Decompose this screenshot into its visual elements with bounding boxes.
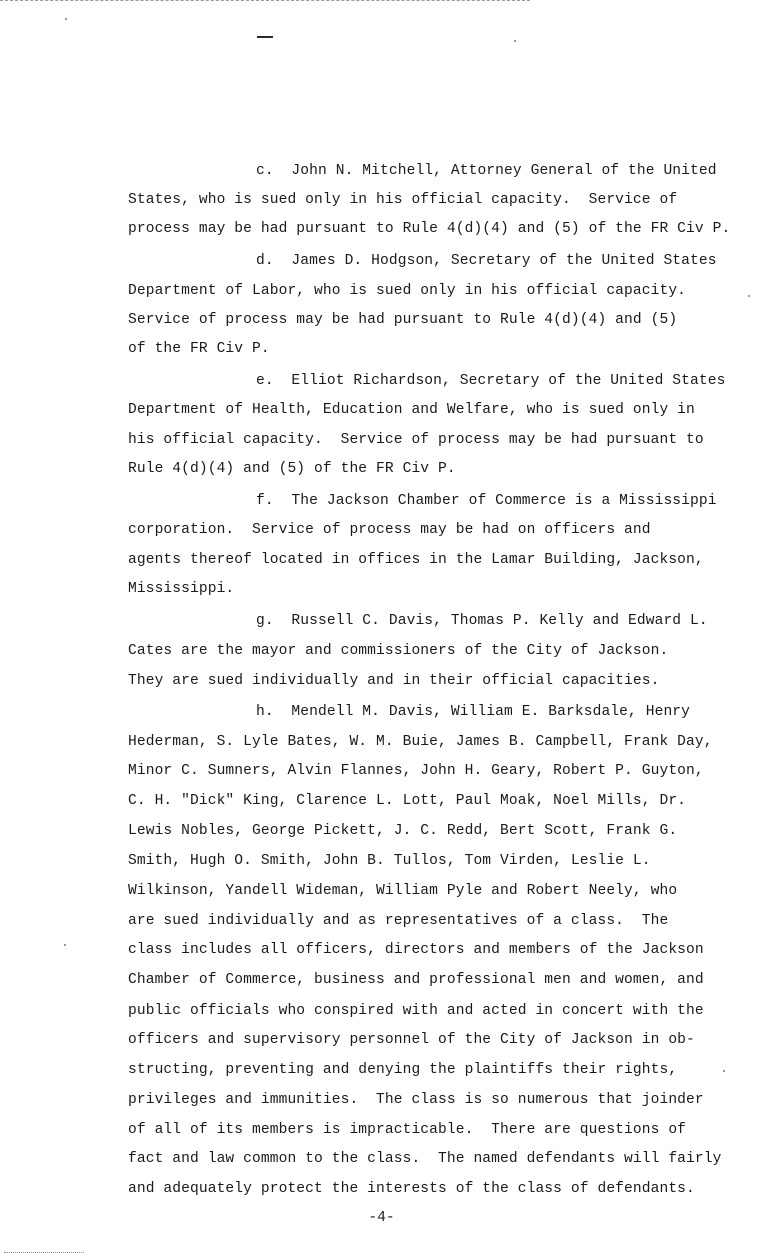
text-line: Chamber of Commerce, business and professional men and women, and	[128, 972, 704, 988]
text-line: Mississippi.	[128, 581, 235, 597]
text-line: C. H. "Dick" King, Clarence L. Lott, Paul Moak, Noel Mills, Dr.	[128, 793, 687, 809]
text-line: g. Russell C. Davis, Thomas P. Kelly and Edward L.	[256, 613, 708, 629]
text-line: process may be had pursuant to Rule 4(d)(4) and (5) of the FR Civ P.	[128, 221, 731, 237]
text-line: fact and law common to the class. The named defendants will fairly	[128, 1151, 722, 1167]
bottom-margin-mark	[4, 1252, 84, 1255]
text-line: They are sued individually and in their official capacities.	[128, 673, 660, 689]
text-line: corporation. Service of process may be had on officers and	[128, 522, 651, 538]
text-line: Service of process may be had pursuant to Rule 4(d)(4) and (5)	[128, 312, 678, 328]
text-line: c. John N. Mitchell, Attorney General of the United	[256, 163, 717, 179]
page-number: -4-	[368, 1210, 395, 1226]
text-line: and adequately protect the interests of the class of defendants.	[128, 1181, 695, 1197]
text-line: of all of its members is impracticable. There are questions of	[128, 1122, 687, 1138]
text-line: Minor C. Sumners, Alvin Flannes, John H. Geary, Robert P. Guyton,	[128, 763, 704, 779]
text-line: privileges and immunities. The class is so numerous that joinder	[128, 1092, 704, 1108]
speck	[723, 1070, 725, 1072]
text-line: his official capacity. Service of process may be had pursuant to	[128, 432, 704, 448]
text-line: are sued individually and as representatives of a class. The	[128, 913, 669, 929]
text-line: Cates are the mayor and commissioners of the City of Jackson.	[128, 643, 669, 659]
text-line: of the FR Civ P.	[128, 341, 270, 357]
speck	[748, 295, 750, 297]
speck	[64, 944, 66, 946]
speck	[514, 40, 516, 42]
dash-mark	[257, 36, 273, 38]
page-top-edge	[0, 0, 530, 1]
text-line: h. Mendell M. Davis, William E. Barksdale, Henry	[256, 704, 691, 720]
text-line: Lewis Nobles, George Pickett, J. C. Redd, Bert Scott, Frank G.	[128, 823, 678, 839]
text-line: agents thereof located in offices in the Lamar Building, Jackson,	[128, 552, 704, 568]
text-line: public officials who conspired with and acted in concert with the	[128, 1003, 704, 1019]
text-line: structing, preventing and denying the plaintiffs their rights,	[128, 1062, 678, 1078]
text-line: e. Elliot Richardson, Secretary of the United States	[256, 373, 726, 389]
text-line: d. James D. Hodgson, Secretary of the United States	[256, 253, 717, 269]
text-line: Rule 4(d)(4) and (5) of the FR Civ P.	[128, 461, 456, 477]
text-line: class includes all officers, directors and members of the Jackson	[128, 942, 704, 958]
text-line: Department of Health, Education and Welfare, who is sued only in	[128, 402, 695, 418]
text-line: States, who is sued only in his official capacity. Service of	[128, 192, 678, 208]
speck	[65, 18, 67, 20]
text-line: Department of Labor, who is sued only in his official capacity.	[128, 283, 687, 299]
text-line: Wilkinson, Yandell Wideman, William Pyle and Robert Neely, who	[128, 883, 678, 899]
text-line: f. The Jackson Chamber of Commerce is a Mississippi	[256, 493, 717, 509]
text-line: Smith, Hugh O. Smith, John B. Tullos, Tom Virden, Leslie L.	[128, 853, 651, 869]
text-line: officers and supervisory personnel of the City of Jackson in ob-	[128, 1032, 695, 1048]
text-line: Hederman, S. Lyle Bates, W. M. Buie, James B. Campbell, Frank Day,	[128, 734, 713, 750]
